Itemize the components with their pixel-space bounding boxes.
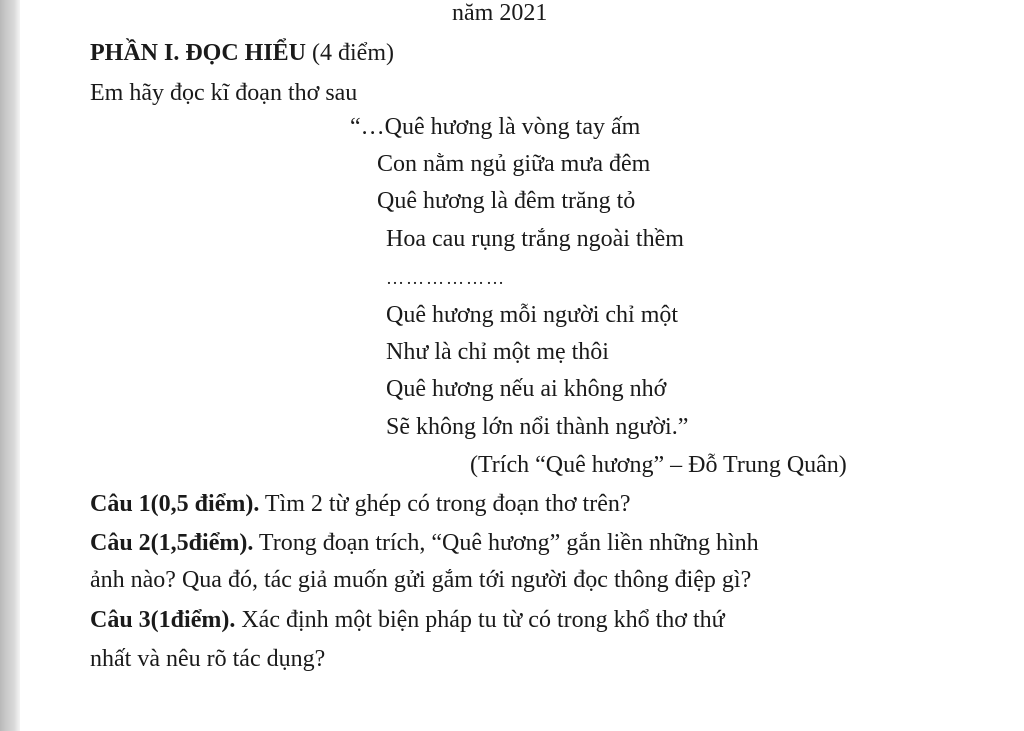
question-3-label: Câu 3(1điểm). bbox=[90, 607, 236, 633]
poem-line-2: Con nằm ngủ giữa mưa đêm bbox=[377, 151, 651, 177]
question-2-label: Câu 2(1,5điểm). bbox=[90, 530, 254, 556]
poem-line-7: Quê hương nếu ai không nhớ bbox=[386, 376, 667, 402]
question-3-line-1 bbox=[90, 605, 725, 635]
poem-line-1: “…Quê hương là vòng tay ấm bbox=[350, 114, 641, 140]
poem-line-6: Như là chỉ một mẹ thôi bbox=[386, 339, 609, 365]
poem-line-5: Quê hương mỗi người chỉ một bbox=[386, 302, 679, 328]
instruction-text: Em hãy đọc kĩ đoạn thơ sau bbox=[90, 80, 358, 106]
question-2-text: Trong đoạn trích, “Quê hương” gắn liền những hình bbox=[253, 530, 759, 556]
poem-line-4: Hoa cau rụng trắng ngoài thềm bbox=[386, 226, 684, 252]
section-title-points: (4 điểm) bbox=[306, 40, 394, 66]
question-1-text: Tìm 2 từ ghép có trong đoạn thơ trên? bbox=[259, 491, 631, 517]
poem-citation: (Trích “Quê hương” – Đỗ Trung Quân) bbox=[470, 452, 847, 478]
question-3-text: Xác định một biện pháp tu từ có trong khổ thơ thứ bbox=[235, 607, 725, 633]
poem-line-3: Quê hương là đêm trăng tỏ bbox=[377, 188, 636, 214]
question-2-line-1 bbox=[90, 528, 759, 558]
question-1-label: Câu 1(0,5 điểm). bbox=[90, 491, 260, 517]
question-3-line-2: nhất và nêu rõ tác dụng? bbox=[90, 646, 326, 672]
section-title-bold: PHẦN I. ĐỌC HIỂU bbox=[90, 40, 307, 66]
poem-ellipsis: ……………… bbox=[386, 268, 506, 288]
document-page bbox=[20, 0, 1024, 731]
left-margin-gutter bbox=[0, 0, 20, 731]
year-line: năm 2021 bbox=[452, 0, 548, 26]
section-title bbox=[90, 38, 394, 68]
poem-line-8: Sẽ không lớn nổi thành người.” bbox=[386, 414, 689, 440]
question-2-line-2: ảnh nào? Qua đó, tác giả muốn gửi gắm tới người đọc thông điệp gì? bbox=[90, 567, 752, 593]
question-1 bbox=[90, 489, 631, 519]
